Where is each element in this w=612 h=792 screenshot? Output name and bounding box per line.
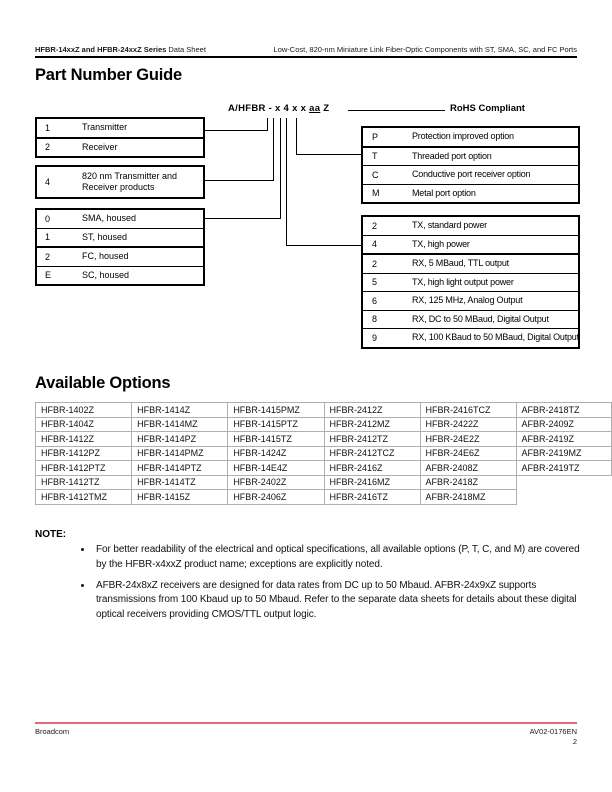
footer-doc-number: AV02-0176EN [529,727,577,736]
table-row [363,291,578,310]
row-code: 4 [372,239,378,250]
row-label: Threaded port option [412,150,492,161]
row-code: E [45,270,52,281]
table-row [37,246,203,266]
device-type-table [35,117,205,158]
part-number-cell: HFBR-1412TZ [36,475,132,490]
row-code: 8 [372,314,378,325]
table-row [363,310,578,329]
part-number-suffix: Z [320,103,330,114]
row-label: TX, standard power [412,220,487,231]
row-code: 2 [45,142,51,153]
table-row [363,146,578,166]
row-label: SC, housed [82,269,130,280]
row-label: Transmitter [82,122,128,133]
part-number-cell: HFBR-2416MZ [324,475,420,490]
page-header [35,45,577,54]
connector-line-port-style [205,118,281,219]
footer-brand: Broadcom [35,727,70,736]
part-number-cell: HFBR-24E6Z [420,446,516,461]
part-number-cell: HFBR-1415Z [132,490,228,505]
row-label: 820 nm Transmitter and Receiver products [82,171,178,192]
row-label: RX, 125 MHz, Analog Output [412,295,523,306]
footer-page-number: 2 [572,736,577,746]
row-code: C [372,169,379,180]
row-label: ST, housed [82,231,128,242]
row-code: 5 [372,277,378,288]
table-row [363,128,578,146]
table-row [37,167,203,197]
table-row [36,490,612,505]
row-code: 2 [372,220,378,231]
table-row [37,137,203,157]
note-bullet: • For better readability of the electrical and optical specifications, all available options (P, T, C, and M) are covered by the HFBR-x4xxZ product name; exceptions are explicitly noted. [93,543,587,572]
row-code: T [372,151,378,162]
connector-line-port-options [296,118,362,155]
row-code: 4 [45,177,51,187]
row-label: SMA, housed [82,213,137,224]
row-label: RX, DC to 50 MBaud, Digital Output [412,313,549,324]
part-number-pattern [228,103,329,114]
part-number-cell: HFBR-1404Z [36,417,132,432]
row-label: RX, 100 KBaud to 50 MBaud, Digital Output [412,332,579,343]
part-number-cell: AFBR-2419TZ [516,461,611,476]
part-number-cell: HFBR-2416Z [324,461,420,476]
row-code: P [372,131,379,142]
part-number-guide-title: Part Number Guide [35,66,182,84]
doc-type: Data Sheet [166,45,206,54]
header-subtitle: Low-Cost, 820-nm Miniature Link Fiber-Optic Components with ST, SMA, SC, and FC Ports [273,45,577,54]
performance-table [361,215,580,349]
table-row [363,235,578,254]
row-code: 6 [372,295,378,306]
table-row [363,165,578,184]
row-label: Receiver [82,141,118,152]
part-number-cell: HFBR-2422Z [420,417,516,432]
table-row [36,461,612,476]
row-label: RX, 5 MBaud, TTL output [412,258,509,269]
part-number-cell: HFBR-1414PMZ [132,446,228,461]
available-options-title: Available Options [35,374,171,392]
part-number-cell: HFBR-1414Z [132,403,228,418]
part-number-cell: AFBR-2418MZ [420,490,516,505]
part-number-cell: HFBR-1412Z [36,432,132,447]
part-number-cell: HFBR-1402Z [36,403,132,418]
row-label: TX, high power [412,238,470,249]
table-row [363,328,578,347]
part-number-cell: HFBR-1415PTZ [228,417,324,432]
table-row [363,253,578,273]
part-number-cell: HFBR-1414PZ [132,432,228,447]
part-number-cell: HFBR-2412Z [324,403,420,418]
part-number-cell: HFBR-1414MZ [132,417,228,432]
rohs-label: RoHS Compliant [450,103,525,114]
part-number-cell: HFBR-1414PTZ [132,461,228,476]
header-series-title [35,45,206,54]
note-bullet: • AFBR-24x8xZ receivers are designed for data rates from DC up to 50 Mbaud. AFBR-24x9xZ supports transmissions from 100 Kbaud up to 50 Mbaud. Refer to the separate data sheets for details about these digital optical receivers providing CMOS/TTL output logic. [93,579,587,623]
part-number-cell: HFBR-1412TMZ [36,490,132,505]
product-family-table [35,165,205,199]
port-style-table [35,208,205,286]
part-number-cell: HFBR-2412TZ [324,432,420,447]
part-number-cell: HFBR-2406Z [228,490,324,505]
table-row [37,210,203,228]
table-row [37,119,203,137]
part-number-prefix: A/HFBR - x 4 x x [228,103,310,114]
row-code: 1 [45,122,51,133]
series-name: HFBR-14xxZ and HFBR-24xxZ Series [35,45,167,54]
row-label: TX, high light output power [412,276,514,287]
note-list [78,543,587,629]
row-code: 0 [45,213,51,224]
table-row [37,228,203,247]
part-number-cell: HFBR-1424Z [228,446,324,461]
part-number-cell: AFBR-2419Z [516,432,611,447]
table-row [363,273,578,292]
row-code: M [372,188,380,199]
table-row [363,217,578,235]
part-number-cell: HFBR-2416TCZ [420,403,516,418]
part-number-cell: HFBR-1412PTZ [36,461,132,476]
part-number-cell: HFBR-1412PZ [36,446,132,461]
footer-right [530,727,577,746]
row-code: 2 [45,251,51,262]
header-rule [35,56,577,58]
row-label: Metal port option [412,187,476,198]
table-row [363,184,578,203]
part-number-cell: AFBR-2408Z [420,461,516,476]
table-row [37,266,203,285]
row-label: FC, housed [82,251,129,262]
table-row [36,446,612,461]
rohs-connector-line [348,110,445,111]
row-label: Protection improved option [412,131,514,142]
table-row [36,417,612,432]
row-code: 1 [45,232,51,243]
part-number-option-letters: aa [309,103,321,114]
part-number-cell: HFBR-2412TCZ [324,446,420,461]
part-number-cell: HFBR-1414TZ [132,475,228,490]
part-number-cell: HFBR-14E4Z [228,461,324,476]
port-options-table [361,126,580,204]
row-code: 2 [372,258,378,269]
row-label: Conductive port receiver option [412,169,531,180]
table-row [36,432,612,447]
row-code: 9 [372,332,378,343]
part-number-cell: AFBR-2409Z [516,417,611,432]
part-number-cell: HFBR-2402Z [228,475,324,490]
part-number-cell: AFBR-2419MZ [516,446,611,461]
part-number-cell: HFBR-1415PMZ [228,403,324,418]
part-number-cell: AFBR-2418TZ [516,403,611,418]
table-row [36,403,612,418]
available-options-table [35,402,612,505]
table-row [36,475,612,490]
part-number-cell: AFBR-2418Z [420,475,516,490]
part-number-cell: HFBR-2412MZ [324,417,420,432]
part-number-cell: HFBR-24E2Z [420,432,516,447]
footer-rule [35,722,577,724]
note-label: NOTE: [35,529,67,540]
part-number-cell: HFBR-2416TZ [324,490,420,505]
part-number-cell: HFBR-1415TZ [228,432,324,447]
